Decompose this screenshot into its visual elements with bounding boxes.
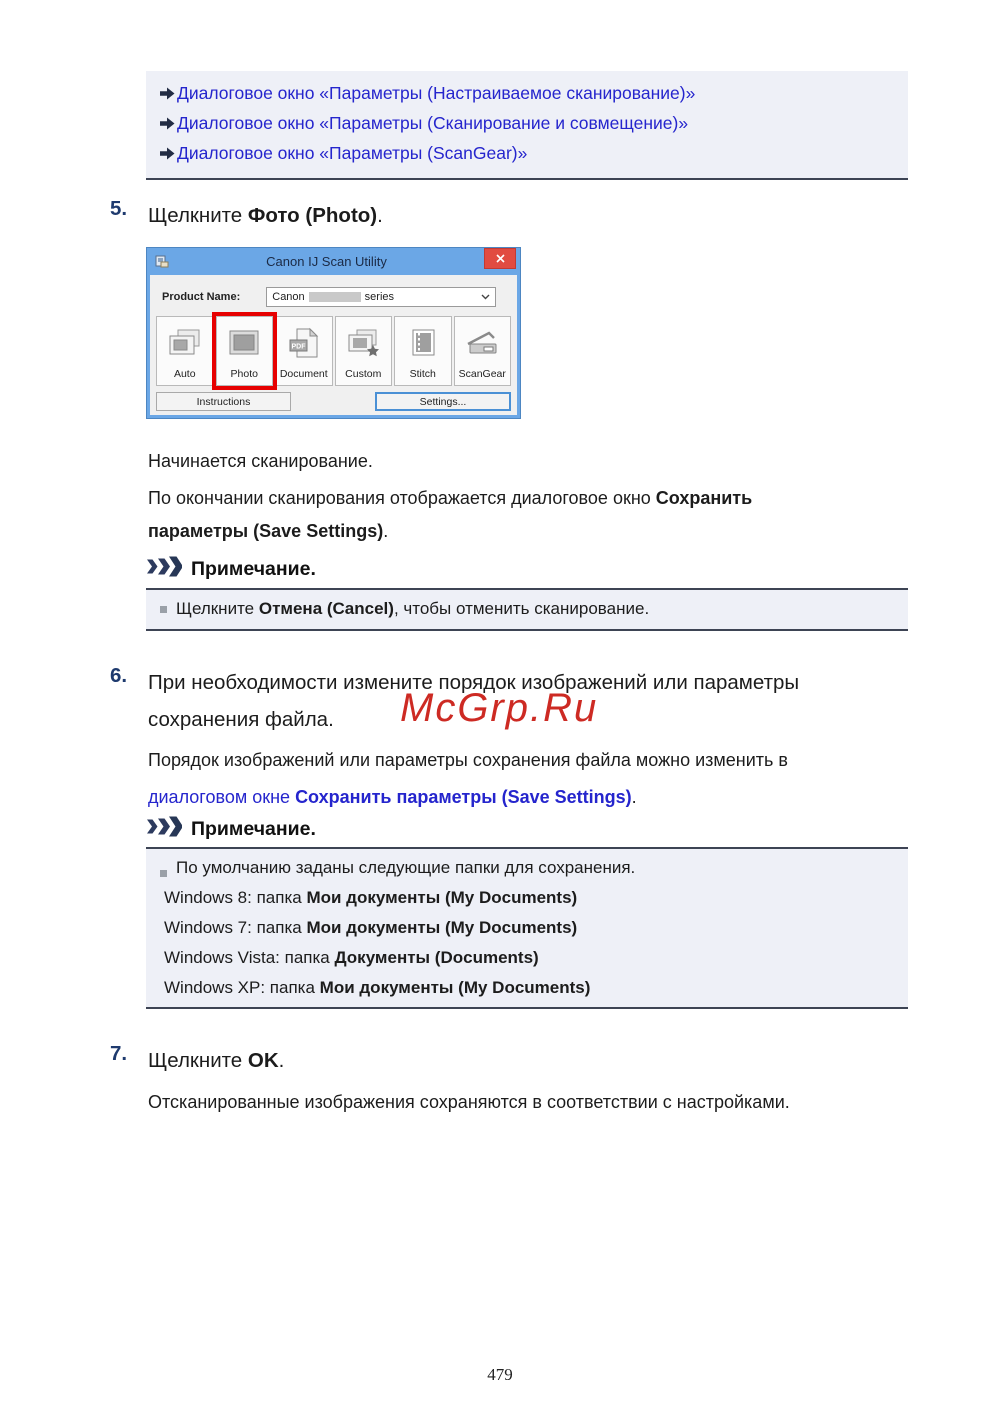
text-bold: Отмена (Cancel) — [258, 599, 394, 618]
step-number: 7. — [110, 1042, 128, 1065]
photo-scan-button[interactable] — [216, 316, 274, 386]
product-name-value: Canon — [272, 291, 305, 303]
step-number: 5. — [110, 197, 128, 220]
instructions-button[interactable]: Instructions — [156, 392, 291, 411]
step-text-run: Щелкните — [148, 1049, 248, 1072]
text-run: , чтобы отменить сканирование. — [393, 599, 650, 618]
related-links-box — [146, 71, 908, 180]
note-title: Примечание. — [191, 817, 316, 840]
related-link-row — [160, 138, 908, 168]
text-run: . — [383, 521, 389, 541]
arrow-right-icon — [160, 117, 175, 130]
document-icon — [286, 317, 322, 368]
scangear-icon — [464, 317, 500, 368]
scan-button-label: Custom — [345, 368, 382, 380]
scan-button-label: ScanGear — [458, 368, 506, 380]
product-name-value: series — [364, 291, 395, 303]
note-item — [146, 599, 908, 619]
text-run: . — [631, 787, 637, 807]
note-heading — [146, 556, 316, 582]
step-text — [148, 197, 383, 234]
step-text-run: . — [278, 1049, 285, 1072]
text-run: Windows XP: папка — [164, 978, 320, 997]
note-box — [146, 588, 908, 631]
paragraph-line — [148, 482, 752, 515]
arrow-right-icon — [160, 147, 175, 160]
arrow-right-icon — [160, 87, 175, 100]
square-bullet-icon — [160, 606, 167, 613]
note-item — [146, 978, 908, 1008]
paragraph-line: Порядок изображений или параметры сохранения файла можно изменить в — [148, 750, 788, 770]
note-chevrons-icon — [146, 556, 182, 582]
link-text-run: диалоговом окне — [148, 787, 296, 807]
paragraph-line — [148, 779, 788, 816]
note-item — [146, 858, 908, 888]
related-link[interactable]: Диалоговое окно «Параметры (Настраиваемое сканирование)» — [177, 82, 696, 103]
text-run: По окончании сканирования отображается диалоговое окно — [148, 488, 656, 508]
scan-button-label: Stitch — [409, 368, 436, 380]
paragraph-change-order — [148, 742, 788, 816]
related-link[interactable]: Диалоговое окно «Параметры (ScanGear)» — [177, 142, 528, 163]
scan-button-label: Photo — [230, 368, 258, 380]
related-link-row — [160, 108, 908, 138]
step-text-run: Щелкните — [148, 204, 248, 227]
related-link-row — [160, 78, 908, 108]
square-bullet-icon — [160, 870, 167, 877]
custom-scan-button[interactable] — [335, 316, 393, 386]
save-settings-dialog-link[interactable] — [148, 787, 632, 807]
canon-ij-scan-utility-window — [147, 248, 520, 418]
paragraph-after-scan — [148, 482, 752, 548]
text-run: Windows 7: папка — [164, 918, 307, 937]
text-run: Windows 8: папка — [164, 888, 307, 907]
blurred-model-name — [309, 292, 361, 302]
scangear-button[interactable] — [454, 316, 512, 386]
step-text-run: . — [377, 204, 383, 227]
step-text — [148, 1042, 284, 1079]
product-name-select[interactable] — [266, 287, 496, 307]
auto-scan-button[interactable] — [156, 316, 214, 386]
text-run: Windows Vista: папка — [164, 948, 335, 967]
scan-mode-buttons — [156, 316, 511, 386]
note-item-text — [176, 599, 649, 619]
step-text-line: При необходимости измените порядок изображений или параметры — [148, 671, 800, 694]
window-title: Canon IJ Scan Utility — [266, 254, 387, 269]
note-item — [146, 948, 908, 978]
text-run: Щелкните — [176, 599, 259, 618]
related-link[interactable]: Диалоговое окно «Параметры (Сканирование и совмещение)» — [177, 112, 689, 133]
text-bold: параметры (Save Settings) — [148, 521, 384, 541]
window-body — [150, 275, 517, 415]
note-item — [146, 888, 908, 918]
scan-button-label: Document — [279, 368, 328, 380]
text-bold: Документы (Documents) — [334, 948, 539, 967]
app-icon — [155, 255, 169, 268]
text-bold: Мои документы (My Documents) — [319, 978, 591, 997]
step-5-heading — [110, 197, 383, 234]
step-text-bold: Фото (Photo) — [247, 204, 378, 227]
paragraph-scan-start: Начинается сканирование. — [148, 451, 373, 471]
stitch-icon — [405, 317, 441, 368]
settings-button[interactable]: Settings... — [375, 392, 511, 411]
text-bold: Мои документы (My Documents) — [306, 918, 578, 937]
product-name-row — [162, 287, 507, 307]
scan-button-label: Auto — [173, 368, 196, 380]
text-bold: Мои документы (My Documents) — [306, 888, 578, 907]
step-text-bold: OK — [247, 1049, 279, 1072]
document-scan-button[interactable] — [275, 316, 333, 386]
window-titlebar — [150, 248, 517, 275]
auto-icon — [167, 317, 203, 368]
product-name-label: Product Name: — [162, 291, 241, 303]
svg-text:PDF: PDF — [291, 343, 306, 350]
close-icon[interactable] — [484, 248, 516, 269]
note-item-text: По умолчанию заданы следующие папки для сохранения. — [176, 858, 636, 877]
custom-icon — [345, 317, 381, 368]
paragraph-line — [148, 515, 752, 548]
note-box — [146, 847, 908, 1009]
step-7-heading — [110, 1042, 284, 1079]
paragraph-final: Отсканированные изображения сохраняются в соответствии с настройками. — [148, 1092, 790, 1112]
chevron-down-icon — [481, 294, 490, 300]
watermark: McGrp.Ru — [400, 686, 599, 730]
page-number: 479 — [487, 1365, 513, 1384]
text-bold: Сохранить — [655, 488, 753, 508]
note-item — [146, 918, 908, 948]
note-title: Примечание. — [191, 557, 316, 580]
window-bottom-row — [156, 392, 511, 411]
note-heading — [146, 816, 316, 842]
step-number: 6. — [110, 664, 128, 687]
note-chevrons-icon — [146, 816, 182, 842]
link-text-bold: Сохранить параметры (Save Settings) — [295, 787, 632, 807]
stitch-scan-button[interactable] — [394, 316, 452, 386]
photo-icon — [226, 317, 262, 368]
step-text-line: сохранения файла. — [148, 708, 334, 731]
